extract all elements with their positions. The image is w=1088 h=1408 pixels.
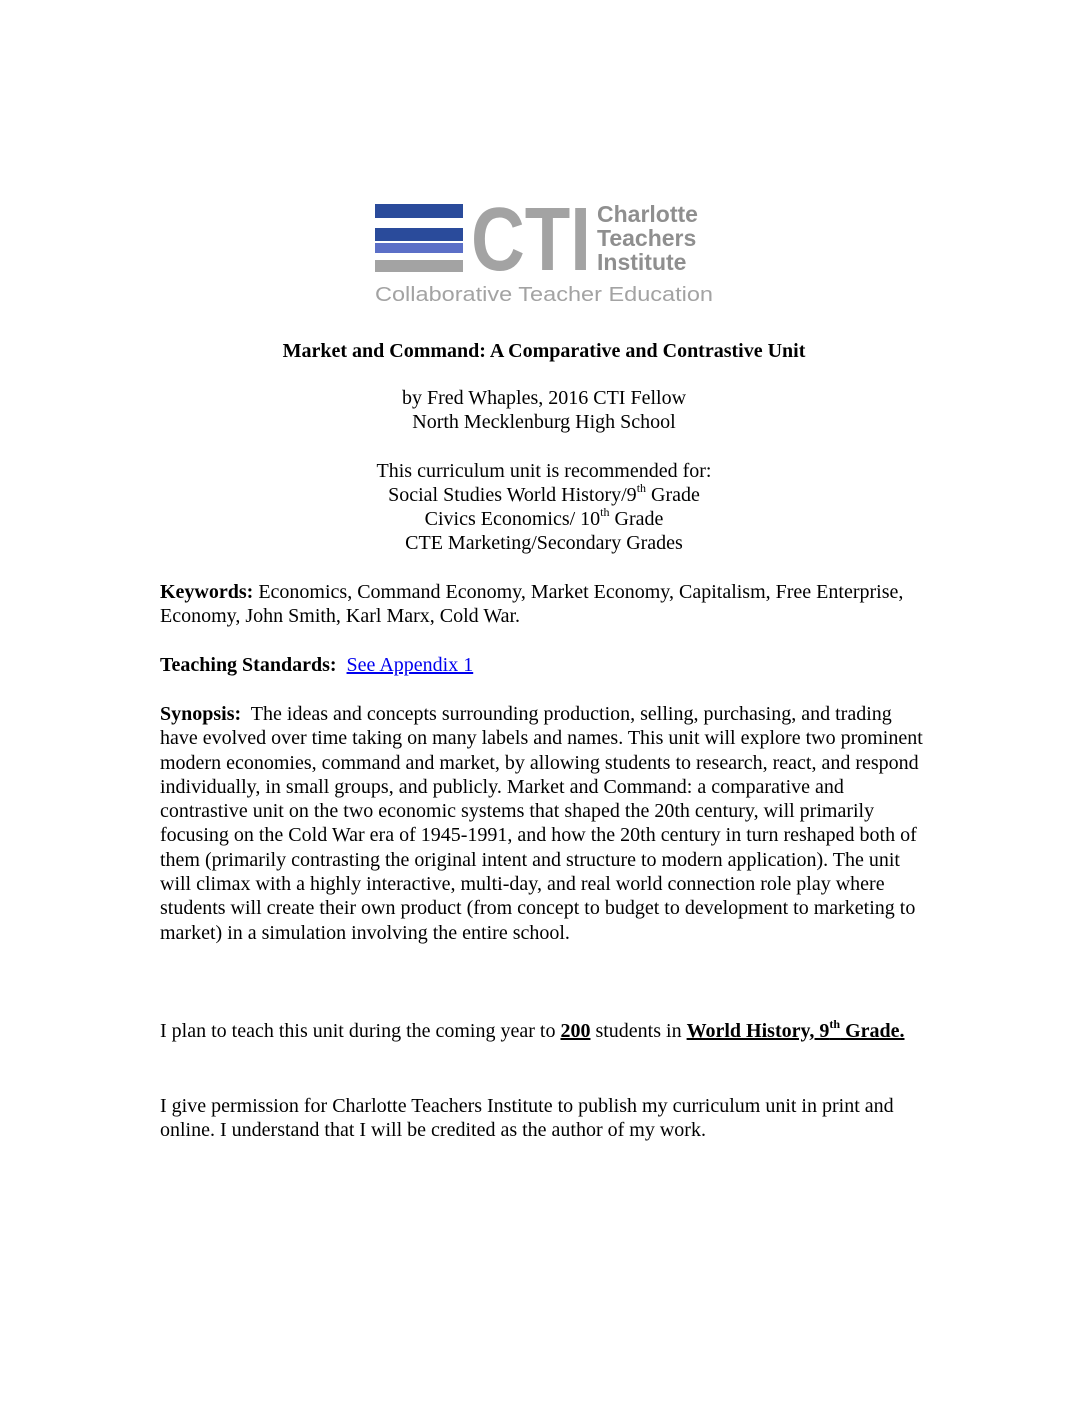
synopsis-label: Synopsis: xyxy=(160,703,242,725)
plan-paragraph: I plan to teach this unit during the coming year to 200 students in World History, 9th Grade. xyxy=(160,1017,905,1042)
logo-bar-blue xyxy=(375,228,463,241)
keywords-label: Keywords: xyxy=(160,581,254,603)
student-count: 200 xyxy=(560,1020,591,1042)
recommend-line-3: CTE Marketing/Secondary Grades xyxy=(405,532,683,554)
standards-label: Teaching Standards: xyxy=(160,654,337,676)
logo-name-line1: Charlotte xyxy=(597,201,698,227)
recommend-line-2: Civics Economics/ 10th Grade xyxy=(424,505,664,530)
recommendation-block xyxy=(0,459,1088,555)
logo-bar-dark-blue xyxy=(375,204,463,218)
cti-logo-graphic xyxy=(373,198,723,308)
logo-name-line2: Teachers xyxy=(597,225,697,251)
synopsis-text: The ideas and concepts surrounding production, selling, purchasing, and trading have evolved over time taking on many labels and names. This unit will explore two prominent modern economies, command and market, by allowing students to research, react, and respond individually, in small groups, and publicly. Market and Command: a comparative and contrastive unit on the two economic systems that shaped the 20th century, will primarily focusing on the Cold War era of 1945-1991, and how the 20th century in turn reshaped both of them (primarily contrasting the original intent and structure to modern application). The unit will climax with a highly interactive, multi-day, and real world connection role play where students will create their own product (from concept to budget to development to marketing to market) in a simulation involving the entire school. xyxy=(160,703,923,944)
course-name: World History, 9th Grade. xyxy=(686,1017,905,1042)
keywords-paragraph xyxy=(160,580,930,629)
author-line: by Fred Whaples, 2016 CTI Fellow xyxy=(401,387,687,409)
keywords-text: Economics, Command Economy, Market Economy, Capitalism, Free Enterprise, Economy, John Smith, Karl Marx, Cold War. xyxy=(160,581,904,628)
school-name: North Mecklenburg High School xyxy=(412,411,676,433)
unit-title: Market and Command: A Comparative and Contrastive Unit xyxy=(282,340,806,362)
permission-paragraph: I give permission for Charlotte Teachers Institute to publish my curriculum unit in print and online. I understand that I will be credited as the author of my work. xyxy=(160,1095,894,1142)
synopsis-paragraph xyxy=(160,702,930,945)
cti-logo xyxy=(373,198,723,308)
author-block xyxy=(0,386,1088,434)
logo-bar-gray xyxy=(375,260,463,272)
recommend-intro: This curriculum unit is recommended for: xyxy=(376,460,712,482)
teaching-standards xyxy=(160,653,930,677)
logo-letters: CTI xyxy=(471,198,591,290)
recommend-line-1: Social Studies World History/9th Grade xyxy=(388,481,700,506)
logo-bar-light-blue xyxy=(375,243,463,253)
logo-tagline: Collaborative Teacher Education xyxy=(375,284,713,306)
logo-name-line3: Institute xyxy=(597,249,687,275)
appendix-link[interactable]: See Appendix 1 xyxy=(346,654,474,676)
